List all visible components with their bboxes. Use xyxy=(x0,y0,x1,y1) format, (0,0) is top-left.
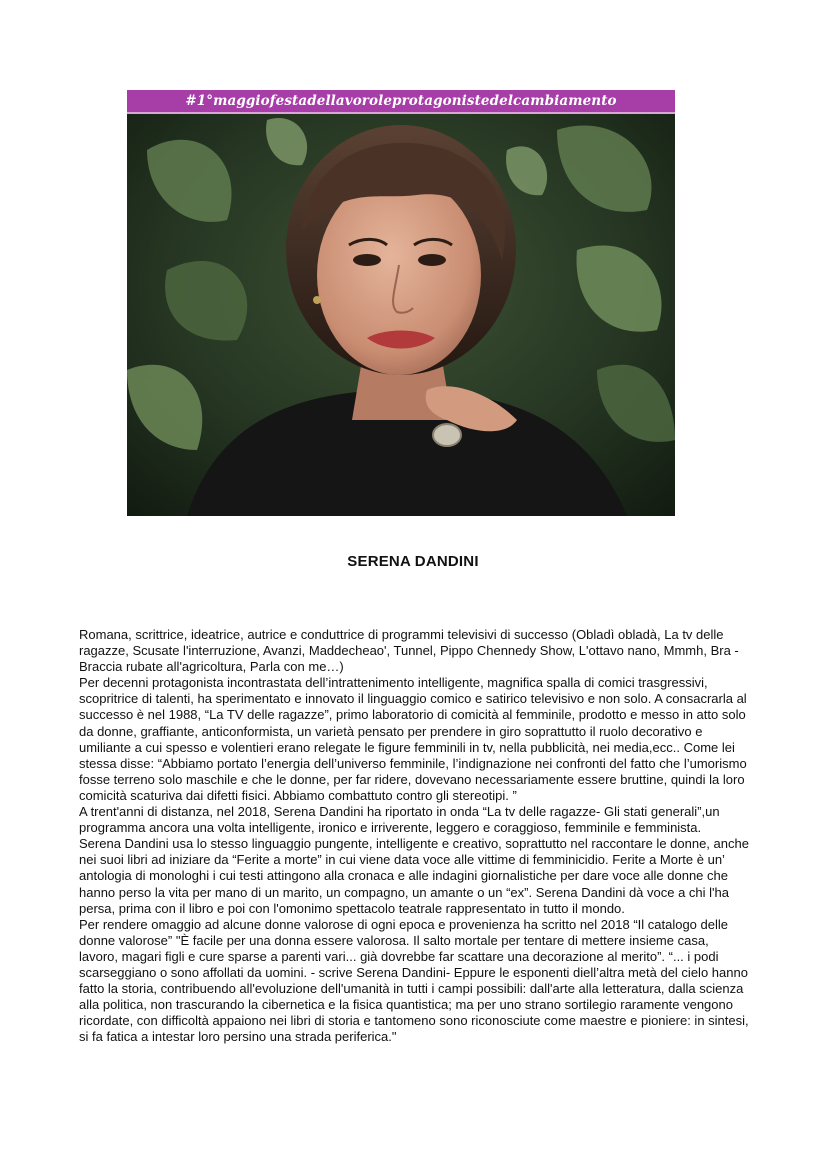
paragraph-intro: Romana, scrittrice, ideatrice, autrice e conduttrice di programmi televisivi di successo (Obladì obladà, La tv delle ragazze, Scusate l'interruzione, Avanzi, Maddecheao', Tunnel, Pippo Chennedy Show, L'ottavo nano, Mmmh, Bra - Braccia rubate all'agricoltura, Parla con me…) xyxy=(79,627,739,675)
paragraph-career: Per decenni protagonista incontrastata dell’intrattenimento intelligente, magnifica spalla di comici trasgressivi, scopritrice di talenti, ha sperimentato e innovato il linguaggio comico e satirico televisivo e non solo. A consacrarla al successo è nel 1988, “La TV delle ragazze”, primo laboratorio di comicità al femminile, prodotto e messo in atto solo da donne, graffiante, anticonformista, un varietà pensato per prendere in giro soprattutto il ruolo decorativo e umiliante a cui spesso e volentieri erano relegate le figure femminili in tv, nella pubblicità, nei media,ecc.. Come lei stessa disse: “Abbiamo portato l’energia dell’universo femminile, l’indignazione nei confronti del fatto che l’umorismo fosse terreno solo maschile e che le donne, per far ridere, dovevano necessariamente essere bruttine, quindi la loro comicità scaturiva dai difetti fisici. Abbiamo combattuto contro gli stereotipi. ” xyxy=(79,675,747,803)
paragraph-catalogo: Per rendere omaggio ad alcune donne valorose di ogni epoca e provenienza ha scritto nel 2018 “Il catalogo delle donne valorose” "È facile per una donna essere valorosa. Il salto mortale per tentare di mettere insieme casa, lavoro, magari figli e cure sparse a parenti vari... già dovrebbe far scattare una decorazione al merito”. “... i podi scarseggiano o sono affollati da uomini. - scrive Serena Dandini- Eppure le esponenti diell’altra metà del cielo hanno fatto la storia, contribuendo all'evoluzione dell'umanità in tutti i campi possibili: dall'arte alla letteratura, dalla scienza alla politica, non trascurando la cibernetica e la fisica quantistica; ma per uno strano sortilegio raramente vengono ricordate, con difficoltà appaiono nei libri di storia e tantomeno sono riconosciute come maestre e pioniere: in sintesi, si fa fatica a intestar loro persino una strada periferica." xyxy=(79,916,749,1045)
page-title: SERENA DANDINI xyxy=(347,553,479,570)
portrait-photo-frame xyxy=(127,90,675,516)
article-body xyxy=(79,627,749,1045)
hashtag-banner: #1°maggiofestadellavoroleprotagonistedelcambiamento xyxy=(127,90,675,114)
portrait-photo xyxy=(127,90,675,516)
paragraph-ferite-a-morte: Serena Dandini usa lo stesso linguaggio pungente, intelligente e creativo, soprattutto nel raccontare le donne, anche nei suoi libri ad iniziare da “Ferite a morte” in cui viene data voce alle vittime di femminicidio. Ferite a Morte è un’ antologia di monologhi i cui testi attingono alla cronaca e alle indagini giornalistiche per dare voce alle donne che hanno perso la vita per mano di un marito, un compagno, un amante o un “ex”. Serena Dandini dà voce a chi l'ha persa, prima con il libro e poi con l'omonimo spettacolo teatrale rappresentato in tutto il mondo. xyxy=(79,836,749,916)
paragraph-2018-return: A trent'anni di distanza, nel 2018, Serena Dandini ha riportato in onda “La tv delle ragazze- Gli stati generali”,un programma ancora una volta intelligente, ironico e irriverente, leggero e coraggioso, femminile e femminista. xyxy=(79,804,720,836)
